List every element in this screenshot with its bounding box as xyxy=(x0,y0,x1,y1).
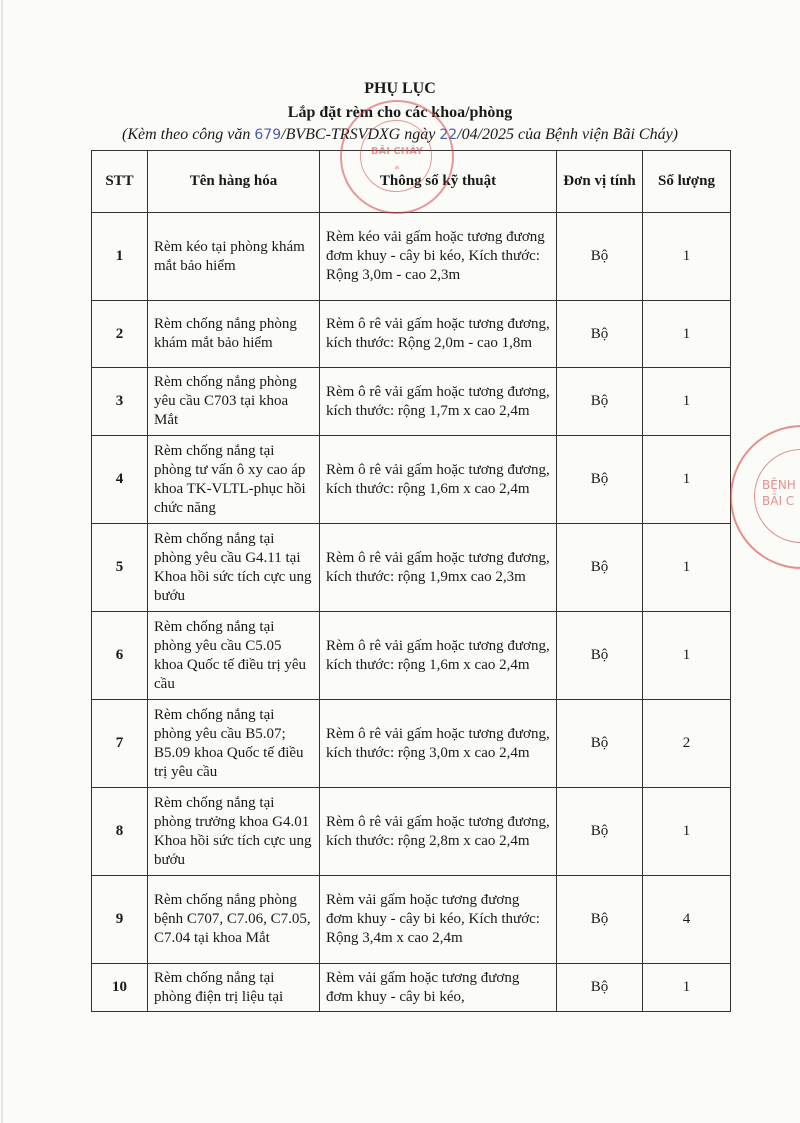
table-row xyxy=(92,524,731,612)
row-unit: Bộ xyxy=(557,524,643,612)
ref-handwritten-number: 679 xyxy=(254,127,282,143)
table-row xyxy=(92,964,731,1012)
row-stt: 8 xyxy=(92,788,148,876)
row-spec: Rèm ô rê vải gấm hoặc tương đương, kích thước: rộng 1,6m x cao 2,4m xyxy=(320,612,557,700)
header-unit: Đơn vị tính xyxy=(557,151,643,213)
row-item-name: Rèm chống nắng tại phòng yêu cầu C5.05 khoa Quốc tế điều trị yêu cầu xyxy=(148,612,320,700)
page-fold-edge xyxy=(1,0,3,1123)
row-item-name: Rèm chống nắng phòng yêu cầu C703 tại khoa Mắt xyxy=(148,368,320,436)
row-spec: Rèm vải gấm hoặc tương đương đơm khuy - cây bi kéo, xyxy=(320,964,557,1012)
row-qty: 1 xyxy=(643,788,731,876)
row-unit: Bộ xyxy=(557,876,643,964)
row-unit: Bộ xyxy=(557,964,643,1012)
row-stt: 5 xyxy=(92,524,148,612)
ref-middle: /BVBC-TRSVDXG ngày xyxy=(281,126,436,143)
row-spec: Rèm ô rê vải gấm hoặc tương đương, kích thước: rộng 1,7m x cao 2,4m xyxy=(320,368,557,436)
row-stt: 9 xyxy=(92,876,148,964)
row-unit: Bộ xyxy=(557,436,643,524)
row-qty: 1 xyxy=(643,436,731,524)
row-spec: Rèm ô rê vải gấm hoặc tương đương, kích thước: rộng 3,0m x cao 2,4m xyxy=(320,700,557,788)
row-item-name: Rèm chống nắng tại phòng tư vấn ô xy cao áp khoa TK-VLTL-phục hồi chức năng xyxy=(148,436,320,524)
row-qty: 2 xyxy=(643,700,731,788)
row-item-name: Rèm chống nắng phòng khám mắt bảo hiểm xyxy=(148,301,320,368)
row-spec: Rèm ô rê vải gấm hoặc tương đương, kích thước: Rộng 2,0m - cao 1,8m xyxy=(320,301,557,368)
items-table xyxy=(91,150,731,1012)
row-spec: Rèm ô rê vải gấm hoặc tương đương, kích thước: rộng 1,6m x cao 2,4m xyxy=(320,436,557,524)
row-stt: 7 xyxy=(92,700,148,788)
header-name: Tên hàng hóa xyxy=(148,151,320,213)
table-row xyxy=(92,436,731,524)
row-qty: 1 xyxy=(643,524,731,612)
table-row xyxy=(92,788,731,876)
row-stt: 2 xyxy=(92,301,148,368)
row-stt: 1 xyxy=(92,213,148,301)
row-stt: 6 xyxy=(92,612,148,700)
row-stt: 4 xyxy=(92,436,148,524)
row-qty: 1 xyxy=(643,368,731,436)
stamp-top-star: * xyxy=(394,162,400,176)
table-row xyxy=(92,301,731,368)
document-subtitle: Lắp đặt rèm cho các khoa/phòng xyxy=(287,104,513,121)
stamp-right-text xyxy=(762,477,796,509)
row-stt: 3 xyxy=(92,368,148,436)
row-unit: Bộ xyxy=(557,700,643,788)
row-unit: Bộ xyxy=(557,213,643,301)
row-spec: Rèm kéo vải gấm hoặc tương đương đơm khuy - cây bi kéo, Kích thước: Rộng 3,0m - cao 2,3m xyxy=(320,213,557,301)
table-row xyxy=(92,700,731,788)
row-item-name: Rèm chống nắng tại phòng trưởng khoa G4.01 Khoa hồi sức tích cực ung bướu xyxy=(148,788,320,876)
row-item-name: Rèm chống nắng tại phòng điện trị liệu tại xyxy=(148,964,320,1012)
table-row xyxy=(92,368,731,436)
row-unit: Bộ xyxy=(557,788,643,876)
row-item-name: Rèm chống nắng phòng bệnh C707, C7.06, C7.05, C7.04 tại khoa Mắt xyxy=(148,876,320,964)
stamp-right-line2: BÃI C xyxy=(762,494,795,508)
row-qty: 1 xyxy=(643,964,731,1012)
document-title: PHỤ LỤC xyxy=(364,80,436,97)
row-spec: Rèm ô rê vải gấm hoặc tương đương, kích thước: rộng 1,9mx cao 2,3m xyxy=(320,524,557,612)
document-reference-line xyxy=(0,126,800,144)
official-stamp-right xyxy=(730,425,800,569)
row-qty: 1 xyxy=(643,612,731,700)
table-row xyxy=(92,213,731,301)
row-item-name: Rèm chống nắng tại phòng yêu cầu B5.07; B5.09 khoa Quốc tế điều trị yêu cầu xyxy=(148,700,320,788)
row-qty: 4 xyxy=(643,876,731,964)
row-item-name: Rèm kéo tại phòng khám mắt bảo hiểm xyxy=(148,213,320,301)
row-stt: 10 xyxy=(92,964,148,1012)
ref-suffix: /04/2025 của Bệnh viện Bãi Cháy) xyxy=(457,126,678,143)
header-stt: STT xyxy=(92,151,148,213)
table-row xyxy=(92,876,731,964)
header-qty: Số lượng xyxy=(643,151,731,213)
header-spec: Thông số kỹ thuật xyxy=(320,151,557,213)
stamp-right-line1: BỆNH xyxy=(762,478,796,492)
row-unit: Bộ xyxy=(557,612,643,700)
row-qty: 1 xyxy=(643,301,731,368)
table-header-row xyxy=(92,151,731,213)
ref-handwritten-day: 22 xyxy=(439,127,458,143)
row-spec: Rèm vải gấm hoặc tương đương đơm khuy - cây bi kéo, Kích thước: Rộng 3,4m x cao 2,4m xyxy=(320,876,557,964)
stamp-top-text: BÃI CHÁY xyxy=(370,146,424,157)
row-qty: 1 xyxy=(643,213,731,301)
ref-prefix: (Kèm theo công văn xyxy=(121,126,251,143)
row-unit: Bộ xyxy=(557,301,643,368)
table-row xyxy=(92,612,731,700)
row-spec: Rèm ô rê vải gấm hoặc tương đương, kích thước: rộng 2,8m x cao 2,4m xyxy=(320,788,557,876)
row-item-name: Rèm chống nắng tại phòng yêu cầu G4.11 tại Khoa hồi sức tích cực ung bướu xyxy=(148,524,320,612)
row-unit: Bộ xyxy=(557,368,643,436)
